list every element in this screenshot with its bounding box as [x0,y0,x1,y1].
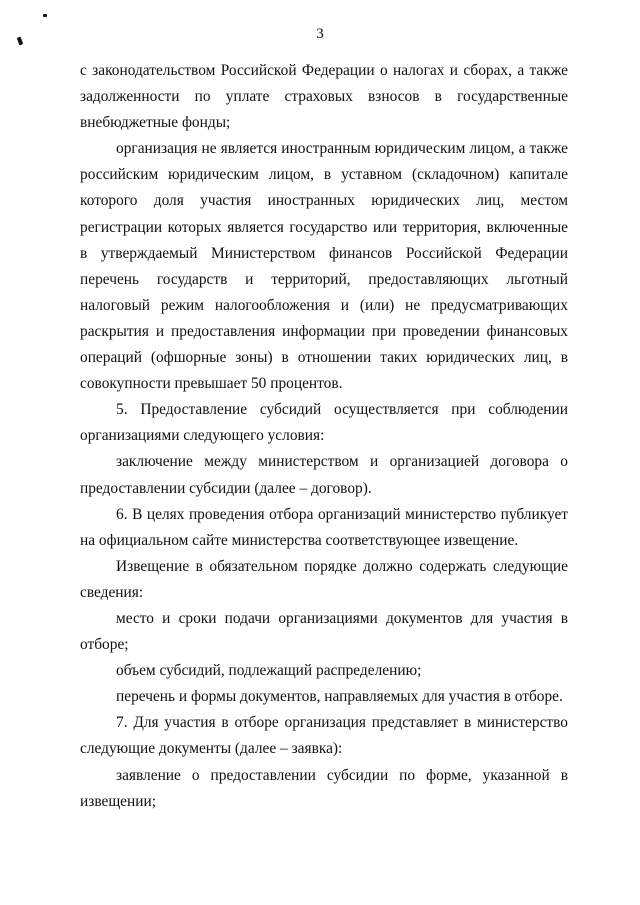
paragraph: заявление о предоставлении субсидии по форме, указанной в извещении; [80,766,568,810]
paragraph: с законодательством Российской Федерации о налогах и сборах, а также задолженности по уплате страховых взносов в государственные внебюджетные фонды; [80,62,568,132]
document-body [80,58,568,815]
paragraph: Извещение в обязательном порядке должно содержать следующие сведения: [80,557,568,601]
scan-mark [43,14,47,17]
paragraph: объем субсидий, подлежащий распределению; [116,662,422,680]
paragraph: 6. В целях проведения отбора организаций министерство публикует на официальном сайте министерства соответствующее извещение. [80,505,568,549]
paragraph: 5. Предоставление субсидий осуществляется при соблюдении организациями следующего условия: [80,401,568,445]
paragraph: перечень и формы документов, направляемых для участия в отборе. [116,688,563,706]
paragraph: 7. Для участия в отборе организация представляет в министерство следующие документы (далее – заявка): [80,714,568,758]
page-number: 3 [316,26,324,42]
paragraph: место и сроки подачи организациями документов для участия в отборе; [80,609,568,654]
paragraph: организация не является иностранным юридическим лицом, а также российским юридическим лицом, в уставном (складочном) капитале которого доля участия иностранных юридических лиц, местом регистрации которых является государство или территория, включенные в утверждаемый Министерством финансов Российской Федерации перечень государств и территорий, предоставляющих льготный налоговый режим налогообложения и (или) не предусматривающих раскрытия и предоставления информации при проведении финансовых операций (офшорные зоны) в отношении таких юридических лиц, в совокупности превышает 50 процентов. [80,140,568,393]
paragraph: заключение между министерством и организацией договора о предоставлении субсидии (далее – договор). [80,453,568,497]
